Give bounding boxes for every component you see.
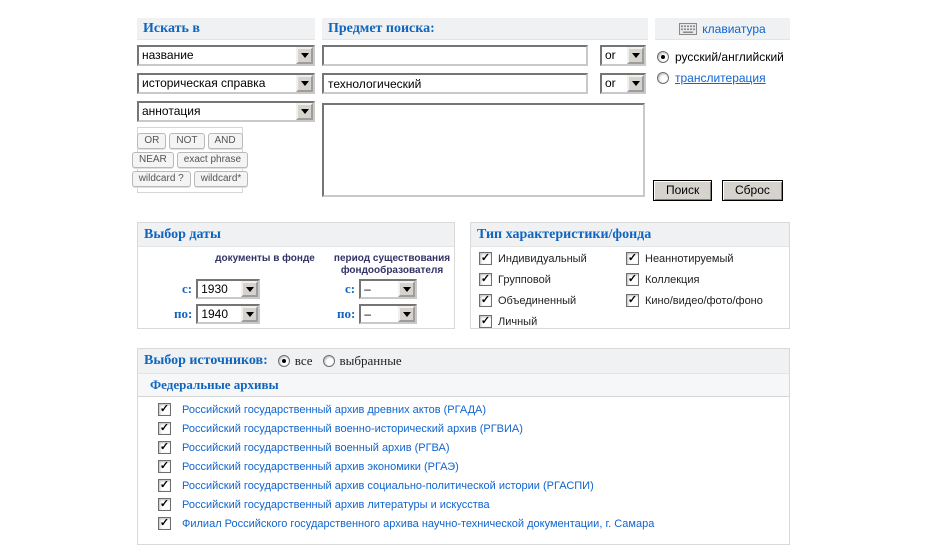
- collection-checkbox[interactable]: [626, 273, 639, 286]
- period-to-select[interactable]: [359, 304, 417, 324]
- fund-type-item: [626, 273, 699, 286]
- operator-select-1[interactable]: [600, 45, 646, 66]
- period-to-value: –: [364, 307, 372, 321]
- period-from-row: [345, 279, 417, 299]
- op-wildcard-q-button[interactable]: wildcard ?: [132, 171, 191, 187]
- dropdown-arrow-icon[interactable]: [296, 103, 313, 120]
- archive-item: [158, 517, 654, 530]
- archive-checkbox-rgva[interactable]: [158, 441, 171, 454]
- archive-item: [158, 479, 594, 492]
- keyboard-band: [655, 18, 790, 40]
- unannotated-label: Неаннотируемый: [645, 252, 734, 265]
- period-to-label: по:: [337, 306, 356, 321]
- date-section: [137, 222, 455, 329]
- fund-type-section: [470, 222, 790, 329]
- fund-type-item: [479, 315, 537, 328]
- docs-to-select[interactable]: [196, 304, 260, 324]
- date-section-title: Выбор даты: [144, 226, 221, 242]
- dropdown-arrow-icon[interactable]: [398, 281, 415, 297]
- period-to-row: [337, 304, 417, 324]
- field-select-3[interactable]: [137, 101, 315, 122]
- field-select-3-value: аннотация: [142, 104, 201, 118]
- fund-type-header: [471, 223, 789, 247]
- group-checkbox[interactable]: [479, 273, 492, 286]
- archive-item: [158, 498, 490, 511]
- operator-select-1-value: or: [605, 48, 616, 62]
- archive-checkbox-rgada[interactable]: [158, 403, 171, 416]
- archive-link-rgvia[interactable]: Российский государственный военно-исторический архив (РГВИА): [182, 422, 523, 435]
- all-sources-label: все: [294, 353, 313, 368]
- archive-checkbox-rgae[interactable]: [158, 460, 171, 473]
- fund-type-title: Тип характеристики/фонда: [477, 226, 652, 242]
- op-exact-phrase-button[interactable]: exact phrase: [177, 152, 248, 168]
- personal-checkbox[interactable]: [479, 315, 492, 328]
- archive-item: [158, 422, 523, 435]
- subject-header: [322, 18, 648, 40]
- collection-label: Коллекция: [645, 273, 700, 286]
- archive-link-rgae[interactable]: Российский государственный архив экономики (РГАЭ): [182, 460, 459, 473]
- selected-sources-radio[interactable]: [323, 355, 335, 367]
- archive-checkbox-samara[interactable]: [158, 517, 171, 530]
- fund-type-item: [479, 294, 576, 307]
- operators-box: [137, 127, 243, 193]
- docs-to-label: по:: [174, 306, 193, 321]
- russian-english-label: русский/английский: [675, 50, 784, 64]
- sources-header: [138, 349, 789, 374]
- archive-link-rgali[interactable]: Российский государственный архив литературы и искусства: [182, 498, 490, 511]
- docs-from-row: [182, 279, 260, 299]
- archive-link-samara[interactable]: Филиал Российского государственного архива научно-технической документации, г. Самара: [182, 517, 655, 530]
- period-from-label: с:: [345, 281, 356, 296]
- dropdown-arrow-icon[interactable]: [241, 281, 258, 297]
- selected-sources-label: выбранные: [339, 353, 402, 368]
- date-section-header: [138, 223, 454, 247]
- search-in-header: [137, 18, 315, 40]
- unannotated-checkbox[interactable]: [626, 252, 639, 265]
- keyboard-link[interactable]: клавиатура: [702, 21, 766, 36]
- united-checkbox[interactable]: [479, 294, 492, 307]
- dropdown-arrow-icon[interactable]: [398, 306, 415, 322]
- search-term-input-2[interactable]: [322, 73, 588, 94]
- dropdown-arrow-icon[interactable]: [627, 75, 644, 92]
- fund-creator-period-label: период существования фондообразователя: [333, 253, 451, 276]
- archive-link-rgva[interactable]: Российский государственный военный архив (РГВА): [182, 441, 450, 454]
- russian-english-radio[interactable]: [657, 51, 669, 63]
- fund-type-item: [479, 252, 587, 265]
- operator-select-2[interactable]: [600, 73, 646, 94]
- media-checkbox[interactable]: [626, 294, 639, 307]
- op-and-button[interactable]: AND: [208, 133, 243, 149]
- federal-archives-band: [138, 374, 789, 397]
- transliteration-radio[interactable]: [657, 72, 669, 84]
- language-option-russian: [657, 50, 784, 64]
- dropdown-arrow-icon[interactable]: [627, 47, 644, 64]
- dropdown-arrow-icon[interactable]: [296, 47, 313, 64]
- sources-title: Выбор источников:: [144, 353, 268, 368]
- archive-checkbox-rgvia[interactable]: [158, 422, 171, 435]
- search-term-input-1[interactable]: [322, 45, 588, 66]
- search-in-title: Искать в: [143, 20, 200, 36]
- archive-item: [158, 460, 459, 473]
- all-sources-radio[interactable]: [278, 355, 290, 367]
- individual-checkbox[interactable]: [479, 252, 492, 265]
- period-from-select[interactable]: [359, 279, 417, 299]
- docs-from-select[interactable]: [196, 279, 260, 299]
- docs-from-value: 1930: [201, 282, 228, 296]
- individual-label: Индивидуальный: [498, 252, 587, 265]
- docs-to-row: [174, 304, 260, 324]
- sources-radio-selected: [323, 353, 402, 369]
- docs-to-value: 1940: [201, 307, 229, 321]
- search-button[interactable]: Поиск: [653, 180, 712, 201]
- subject-title: Предмет поиска:: [328, 20, 435, 36]
- period-from-value: –: [364, 282, 371, 296]
- fund-type-item: [479, 273, 551, 286]
- fund-type-item: [626, 252, 734, 265]
- archive-checkbox-rgaspi[interactable]: [158, 479, 171, 492]
- archive-link-rgada[interactable]: Российский государственный архив древних актов (РГАДА): [182, 403, 487, 416]
- fund-type-item: [626, 294, 763, 307]
- op-not-button[interactable]: NOT: [169, 133, 204, 149]
- group-label: Групповой: [498, 273, 551, 286]
- archive-item: [158, 403, 486, 416]
- sources-radio-all: [278, 353, 313, 369]
- federal-archives-title: Федеральные архивы: [150, 377, 279, 392]
- sources-section: [137, 348, 790, 545]
- field-select-1[interactable]: [137, 45, 315, 66]
- keyboard-icon[interactable]: [679, 23, 697, 35]
- archive-item: [158, 441, 450, 454]
- media-label: Кино/видео/фото/фоно: [645, 294, 763, 307]
- archive-link-rgaspi[interactable]: Российский государственный архив социально-политической истории (РГАСПИ): [182, 479, 594, 492]
- op-near-button[interactable]: NEAR: [132, 152, 174, 168]
- op-or-button[interactable]: OR: [137, 133, 166, 149]
- field-select-2-value: историческая справка: [142, 76, 266, 90]
- dropdown-arrow-icon[interactable]: [296, 75, 313, 92]
- archive-checkbox-rgali[interactable]: [158, 498, 171, 511]
- operator-select-2-value: or: [605, 76, 616, 90]
- dropdown-arrow-icon[interactable]: [241, 306, 258, 322]
- united-label: Объединенный: [498, 294, 577, 307]
- personal-label: Личный: [498, 315, 538, 328]
- field-select-1-value: название: [142, 48, 194, 62]
- reset-button[interactable]: Сброс: [722, 180, 783, 201]
- docs-in-fund-label: документы в фонде: [215, 253, 315, 264]
- language-option-translit: [657, 71, 766, 85]
- docs-from-label: с:: [182, 281, 193, 296]
- transliteration-link[interactable]: транслитерация: [675, 71, 766, 85]
- field-select-2[interactable]: [137, 73, 315, 94]
- search-terms-textarea[interactable]: [322, 103, 645, 197]
- op-wildcard-star-button[interactable]: wildcard*: [194, 171, 249, 187]
